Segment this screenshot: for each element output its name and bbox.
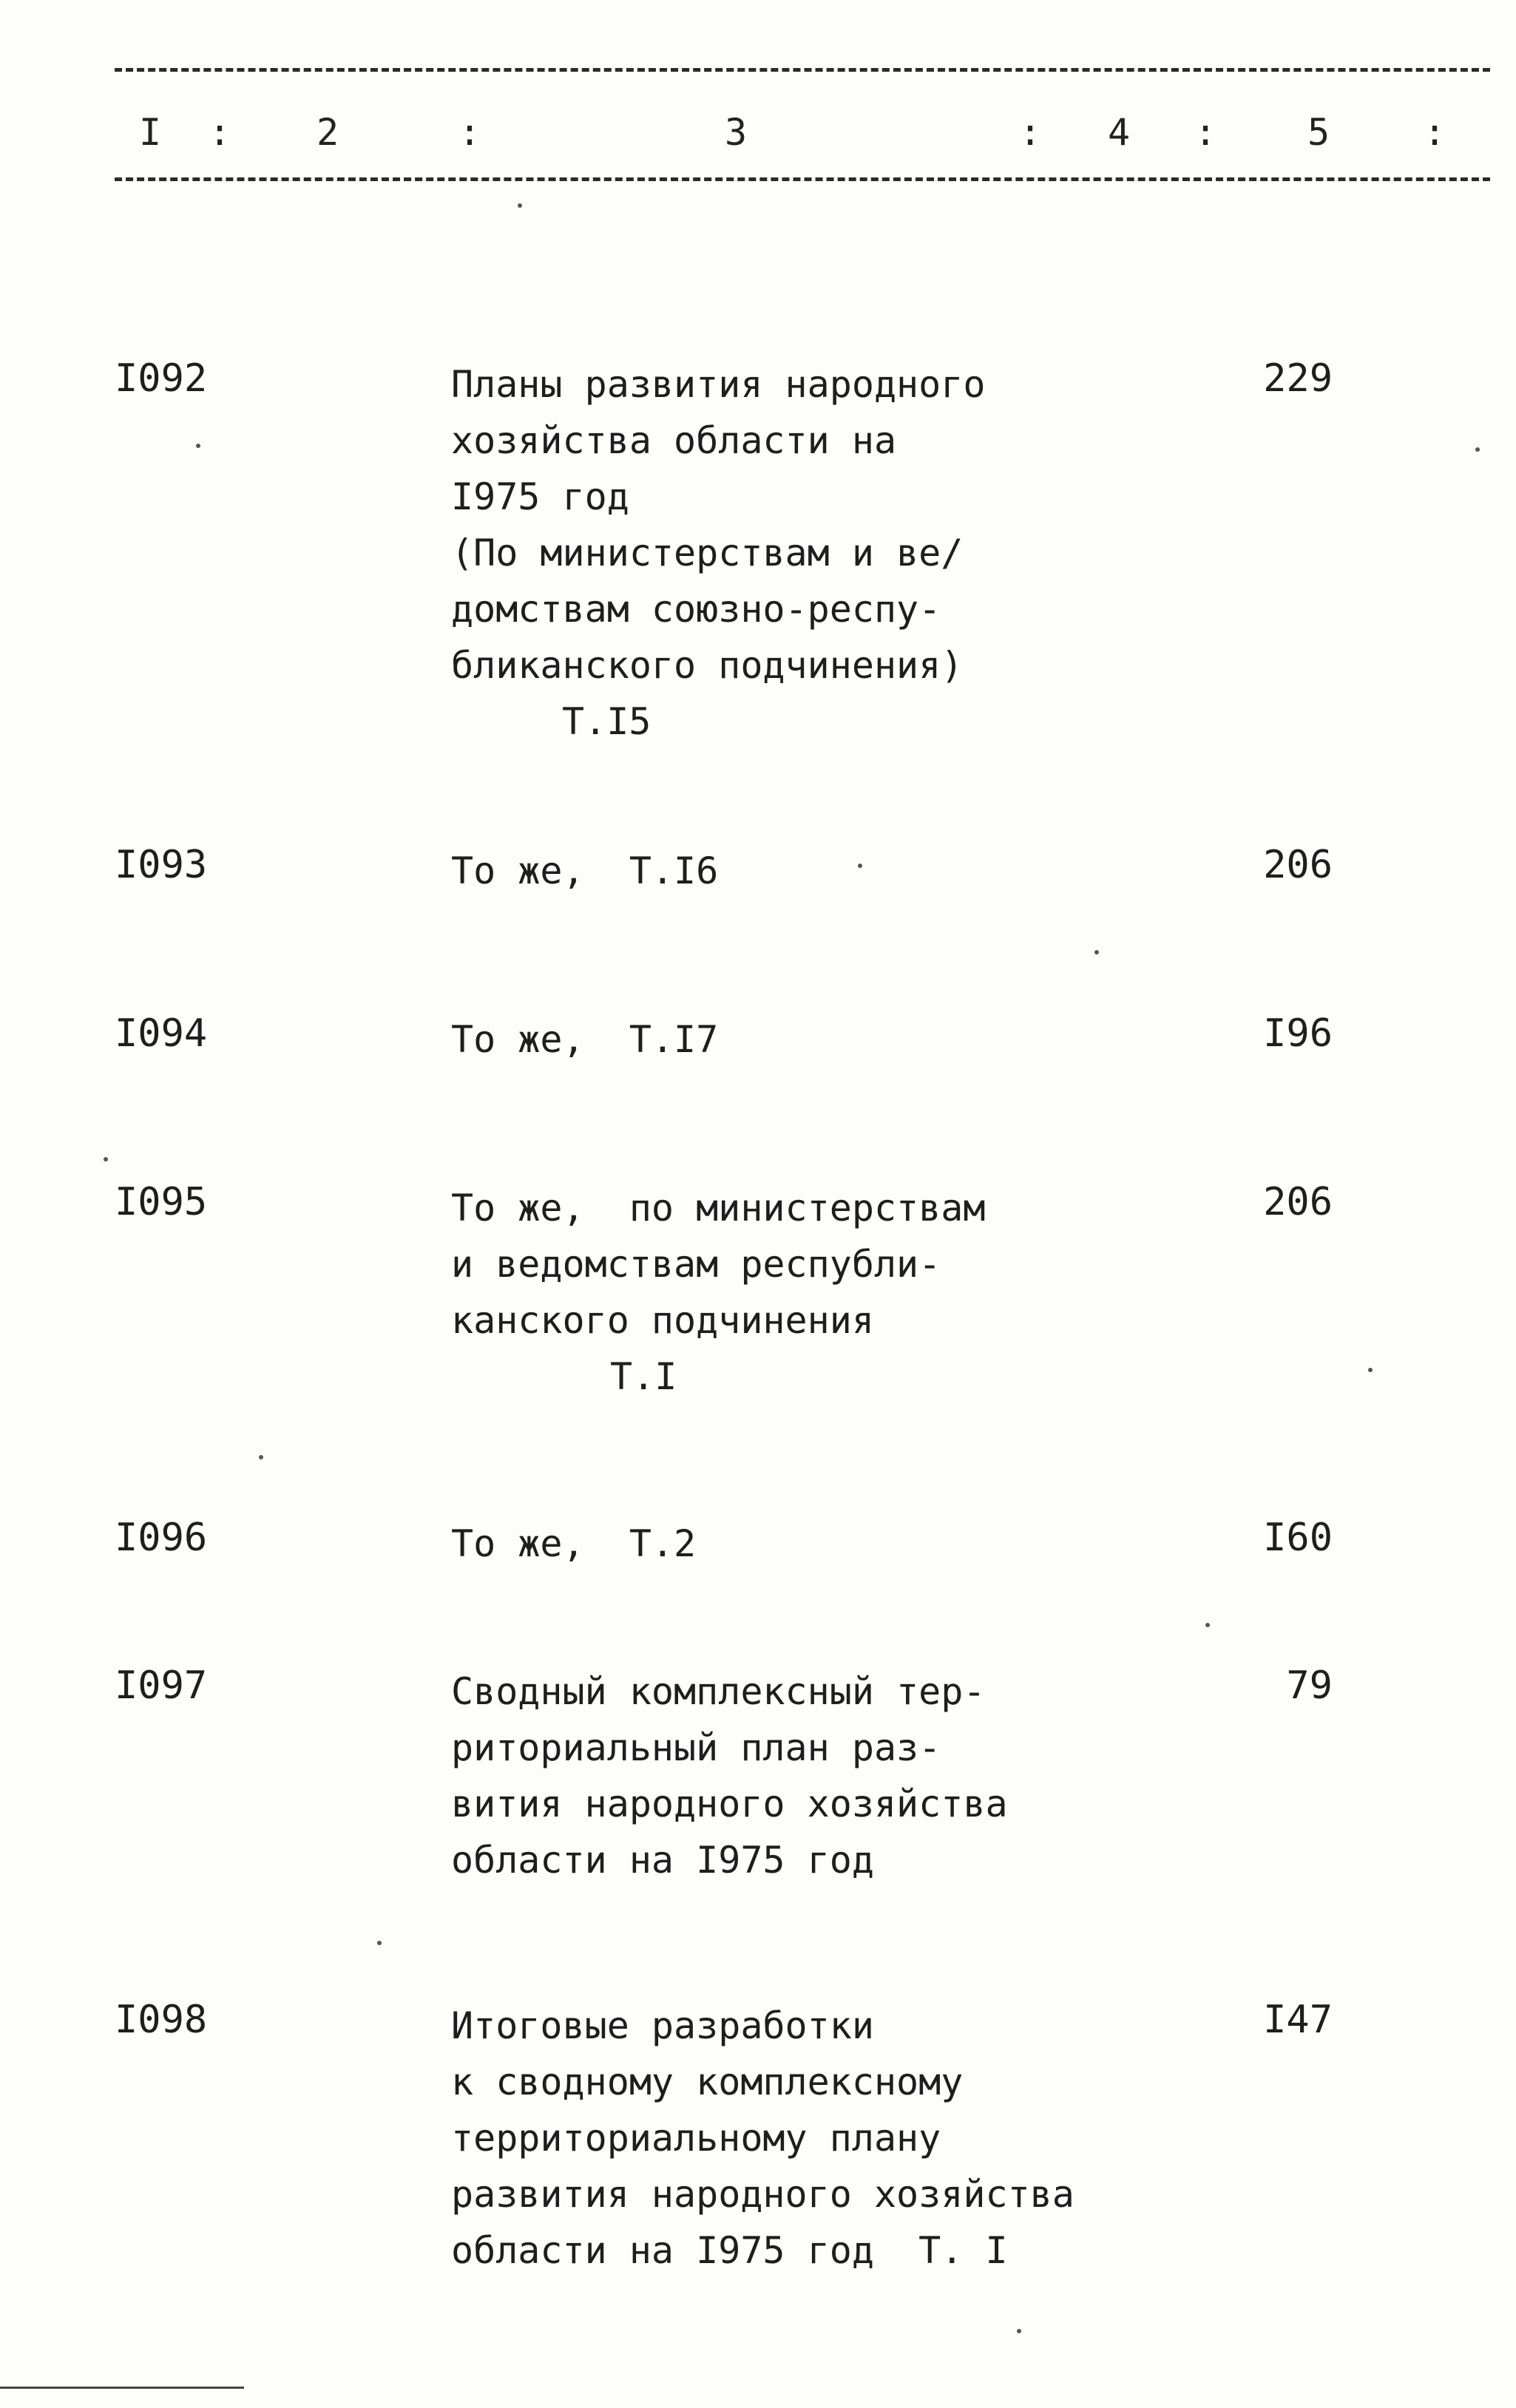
case-number: I093 <box>115 843 208 887</box>
col-header-5: 5 <box>1307 111 1330 154</box>
case-number: I094 <box>115 1011 208 1056</box>
col-separator: : <box>209 111 231 154</box>
case-number: I095 <box>115 1180 208 1224</box>
case-number: I097 <box>115 1663 208 1708</box>
scan-speck <box>1094 950 1099 954</box>
sheet-count: I47 <box>1263 1998 1333 2042</box>
case-title-line: хозяйства области на <box>451 419 897 462</box>
case-title-line: То же, по министерствам <box>451 1187 986 1230</box>
scan-speck <box>1368 1368 1373 1372</box>
volume-label: Т.I <box>610 1355 677 1398</box>
case-title <box>451 1516 696 1572</box>
case-title <box>451 1180 985 1405</box>
case-number: I098 <box>115 1998 208 2042</box>
col-separator: : <box>458 111 481 154</box>
case-title-line: То же, Т.I6 <box>451 849 719 892</box>
case-title-line: Сводный комплексный тер- <box>451 1670 986 1713</box>
col-header-3: 3 <box>725 111 748 154</box>
scan-speck <box>1017 2329 1021 2333</box>
scan-speck <box>196 444 200 448</box>
sheet-count: 229 <box>1263 356 1333 401</box>
case-title-line: территориальному плану <box>451 2117 941 2160</box>
case-title-line: к сводному комплексному <box>451 2061 964 2103</box>
case-title <box>451 1663 1008 1888</box>
case-title-line: То же, Т.I7 <box>451 1018 719 1061</box>
col-header-1: I <box>139 111 162 154</box>
case-title-line: области на I975 год <box>451 1839 874 1882</box>
case-title-line: и ведомствам республи- <box>451 1243 941 1286</box>
sheet-count: 206 <box>1263 843 1333 887</box>
bottom-edge-rule <box>0 2387 244 2389</box>
sheet-count: 79 <box>1286 1663 1333 1708</box>
header-top-rule <box>115 68 1490 72</box>
scan-speck <box>1205 1623 1210 1627</box>
scan-speck <box>518 203 522 208</box>
sheet-count: I96 <box>1263 1011 1333 1056</box>
case-title-line: развития народного хозяйства <box>451 2173 1075 2216</box>
case-title <box>451 1011 718 1068</box>
col-separator: : <box>1424 111 1446 154</box>
case-number: I096 <box>115 1516 208 1560</box>
col-separator: : <box>1194 111 1217 154</box>
case-title-line: вития народного хозяйства <box>451 1783 1008 1825</box>
case-title-line: бликанского подчинения) <box>451 644 964 687</box>
col-separator: : <box>1019 111 1042 154</box>
case-title-line: области на I975 год Т. I <box>451 2229 1008 2272</box>
case-title-line: То же, Т.2 <box>451 1522 697 1565</box>
case-title-line: риториальный план раз- <box>451 1726 941 1769</box>
case-title <box>451 843 718 899</box>
header-bottom-rule <box>115 177 1490 181</box>
scan-speck <box>104 1157 108 1161</box>
sheet-count: I60 <box>1263 1516 1333 1560</box>
case-title-line: (По министерствам и ве/ <box>451 532 964 574</box>
col-header-2: 2 <box>317 111 339 154</box>
scan-speck <box>1475 447 1480 452</box>
scan-speck <box>259 1455 263 1459</box>
column-header-row <box>0 111 1516 170</box>
scan-speck <box>377 1941 382 1945</box>
scan-speck <box>858 864 862 868</box>
case-title <box>451 356 985 750</box>
col-header-4: 4 <box>1108 111 1131 154</box>
case-title <box>451 1998 1075 2279</box>
case-title-line: Итоговые разработки <box>451 2004 874 2047</box>
case-title-line: домствам союзно-респу- <box>451 588 941 631</box>
volume-label: Т.I5 <box>562 700 652 743</box>
case-title-line: канского подчинения <box>451 1299 874 1342</box>
sheet-count: 206 <box>1263 1180 1333 1224</box>
case-number: I092 <box>115 356 208 401</box>
case-title-line: I975 год <box>451 475 629 518</box>
case-title-line: Планы развития народного <box>451 363 986 406</box>
